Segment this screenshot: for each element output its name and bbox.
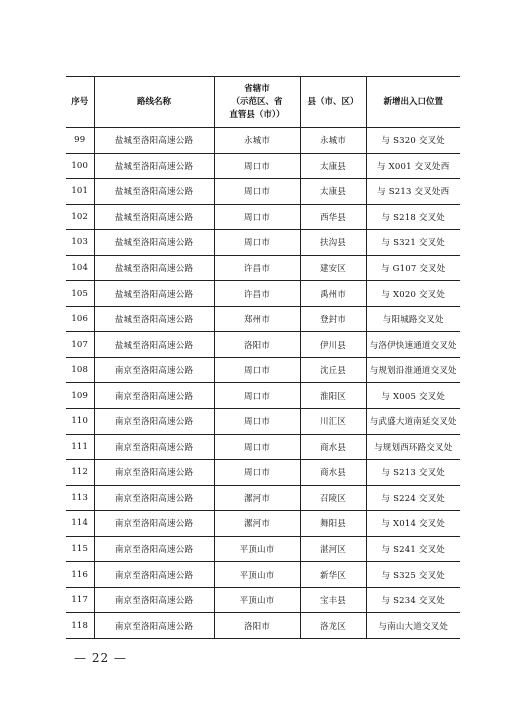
cell-seq: 116: [66, 562, 94, 588]
cell-county: 扶沟县: [300, 230, 366, 256]
cell-county: 舞阳县: [300, 511, 366, 537]
table-row: [66, 306, 460, 332]
cell-location: 与洛伊快速通道交叉处: [366, 332, 460, 358]
cell-county: 登封市: [300, 306, 366, 332]
header-location: 新增出入口位置: [366, 77, 460, 128]
cell-route: 南京至洛阳高速公路: [94, 383, 214, 409]
cell-city: 许昌市: [214, 255, 300, 281]
cell-seq: 101: [66, 179, 94, 205]
cell-city: 周口市: [214, 153, 300, 179]
cell-county: 伊川县: [300, 332, 366, 358]
table-row: [66, 613, 460, 639]
cell-location: 与 X020 交叉处: [366, 281, 460, 307]
cell-city: 漯河市: [214, 485, 300, 511]
cell-city: 郑州市: [214, 306, 300, 332]
cell-seq: 104: [66, 255, 94, 281]
cell-seq: 102: [66, 204, 94, 230]
cell-route: 南京至洛阳高速公路: [94, 409, 214, 435]
cell-city: 平顶山市: [214, 562, 300, 588]
table-row: [66, 179, 460, 205]
cell-route: 南京至洛阳高速公路: [94, 460, 214, 486]
cell-city: 洛阳市: [214, 332, 300, 358]
cell-route: 盐城至洛阳高速公路: [94, 306, 214, 332]
cell-route: 南京至洛阳高速公路: [94, 434, 214, 460]
header-city-line: 直管县（市））: [229, 109, 285, 120]
cell-county: 新华区: [300, 562, 366, 588]
cell-seq: 110: [66, 409, 94, 435]
cell-location: 与阳城路交叉处: [366, 306, 460, 332]
cell-county: 宝丰县: [300, 587, 366, 613]
cell-seq: 107: [66, 332, 94, 358]
cell-county: 永城市: [300, 128, 366, 154]
cell-location: 与 S213 交叉处西: [366, 179, 460, 205]
cell-route: 南京至洛阳高速公路: [94, 357, 214, 383]
cell-route: 南京至洛阳高速公路: [94, 562, 214, 588]
cell-route: 盐城至洛阳高速公路: [94, 128, 214, 154]
cell-route: 南京至洛阳高速公路: [94, 536, 214, 562]
cell-route: 盐城至洛阳高速公路: [94, 281, 214, 307]
table-row: [66, 255, 460, 281]
cell-location: 与 S213 交叉处: [366, 460, 460, 486]
cell-route: 盐城至洛阳高速公路: [94, 204, 214, 230]
cell-county: 沈丘县: [300, 357, 366, 383]
cell-location: 与 S321 交叉处: [366, 230, 460, 256]
cell-seq: 103: [66, 230, 94, 256]
table-row: [66, 460, 460, 486]
table-header: [66, 77, 460, 128]
cell-location: 与 X005 交叉处: [366, 383, 460, 409]
cell-route: 盐城至洛阳高速公路: [94, 332, 214, 358]
cell-seq: 117: [66, 587, 94, 613]
cell-seq: 112: [66, 460, 94, 486]
cell-city: 洛阳市: [214, 613, 300, 639]
table-row: [66, 485, 460, 511]
cell-location: 与武盛大道南延交叉处: [366, 409, 460, 435]
cell-route: 盐城至洛阳高速公路: [94, 255, 214, 281]
cell-city: 周口市: [214, 434, 300, 460]
cell-city: 周口市: [214, 460, 300, 486]
cell-location: 与规划西环路交叉处: [366, 434, 460, 460]
cell-location: 与规划沿淮通道交叉处: [366, 357, 460, 383]
table-row: [66, 230, 460, 256]
cell-route: 南京至洛阳高速公路: [94, 587, 214, 613]
cell-county: 太康县: [300, 153, 366, 179]
header-seq: 序号: [66, 77, 94, 128]
cell-county: 商水县: [300, 460, 366, 486]
cell-city: 周口市: [214, 179, 300, 205]
page-number: — 22 —: [74, 651, 127, 665]
cell-location: 与 S218 交叉处: [366, 204, 460, 230]
table-row: [66, 587, 460, 613]
cell-city: 永城市: [214, 128, 300, 154]
table-row: [66, 409, 460, 435]
table-row: [66, 128, 460, 154]
cell-county: 湛河区: [300, 536, 366, 562]
cell-city: 许昌市: [214, 281, 300, 307]
cell-seq: 105: [66, 281, 94, 307]
header-city-line: （示范区、省: [231, 96, 283, 107]
cell-seq: 106: [66, 306, 94, 332]
cell-county: 洛龙区: [300, 613, 366, 639]
cell-location: 与 X014 交叉处: [366, 511, 460, 537]
cell-city: 周口市: [214, 204, 300, 230]
cell-city: 周口市: [214, 383, 300, 409]
cell-county: 建安区: [300, 255, 366, 281]
cell-location: 与 S241 交叉处: [366, 536, 460, 562]
cell-county: 太康县: [300, 179, 366, 205]
cell-route: 盐城至洛阳高速公路: [94, 179, 214, 205]
table-row: [66, 434, 460, 460]
cell-location: 与 G107 交叉处: [366, 255, 460, 281]
cell-seq: 100: [66, 153, 94, 179]
table-row: [66, 536, 460, 562]
table-row: [66, 332, 460, 358]
table-row: [66, 153, 460, 179]
cell-location: 与 S234 交叉处: [366, 587, 460, 613]
table-row: [66, 204, 460, 230]
cell-seq: 114: [66, 511, 94, 537]
cell-county: 禹州市: [300, 281, 366, 307]
cell-county: 商水县: [300, 434, 366, 460]
cell-seq: 108: [66, 357, 94, 383]
cell-route: 盐城至洛阳高速公路: [94, 153, 214, 179]
cell-route: 南京至洛阳高速公路: [94, 613, 214, 639]
cell-city: 平顶山市: [214, 587, 300, 613]
cell-city: 周口市: [214, 409, 300, 435]
cell-city: 平顶山市: [214, 536, 300, 562]
header-city-line: 省辖市: [244, 83, 270, 94]
header-row: [66, 77, 460, 128]
cell-route: 盐城至洛阳高速公路: [94, 230, 214, 256]
cell-location: 与 S320 交叉处: [366, 128, 460, 154]
header-route: 路线名称: [94, 77, 214, 128]
cell-city: 漯河市: [214, 511, 300, 537]
cell-county: 川汇区: [300, 409, 366, 435]
cell-location: 与 S224 交叉处: [366, 485, 460, 511]
cell-city: 周口市: [214, 357, 300, 383]
cell-seq: 118: [66, 613, 94, 639]
cell-county: 西华县: [300, 204, 366, 230]
cell-location: 与 S325 交叉处: [366, 562, 460, 588]
header-county: 县（市、区）: [300, 77, 366, 128]
cell-seq: 109: [66, 383, 94, 409]
cell-county: 淮阳区: [300, 383, 366, 409]
header-city: [214, 77, 300, 128]
cell-seq: 99: [66, 128, 94, 154]
cell-county: 召陵区: [300, 485, 366, 511]
cell-seq: 115: [66, 536, 94, 562]
cell-route: 南京至洛阳高速公路: [94, 511, 214, 537]
table-row: [66, 281, 460, 307]
table-body: [66, 128, 460, 639]
table-row: [66, 562, 460, 588]
cell-city: 周口市: [214, 230, 300, 256]
table-row: [66, 383, 460, 409]
cell-location: 与 X001 交叉处西: [366, 153, 460, 179]
expressway-entrance-table: [66, 76, 460, 639]
cell-location: 与南山大道交叉处: [366, 613, 460, 639]
table-row: [66, 357, 460, 383]
table-row: [66, 511, 460, 537]
cell-seq: 111: [66, 434, 94, 460]
cell-route: 南京至洛阳高速公路: [94, 485, 214, 511]
cell-seq: 113: [66, 485, 94, 511]
